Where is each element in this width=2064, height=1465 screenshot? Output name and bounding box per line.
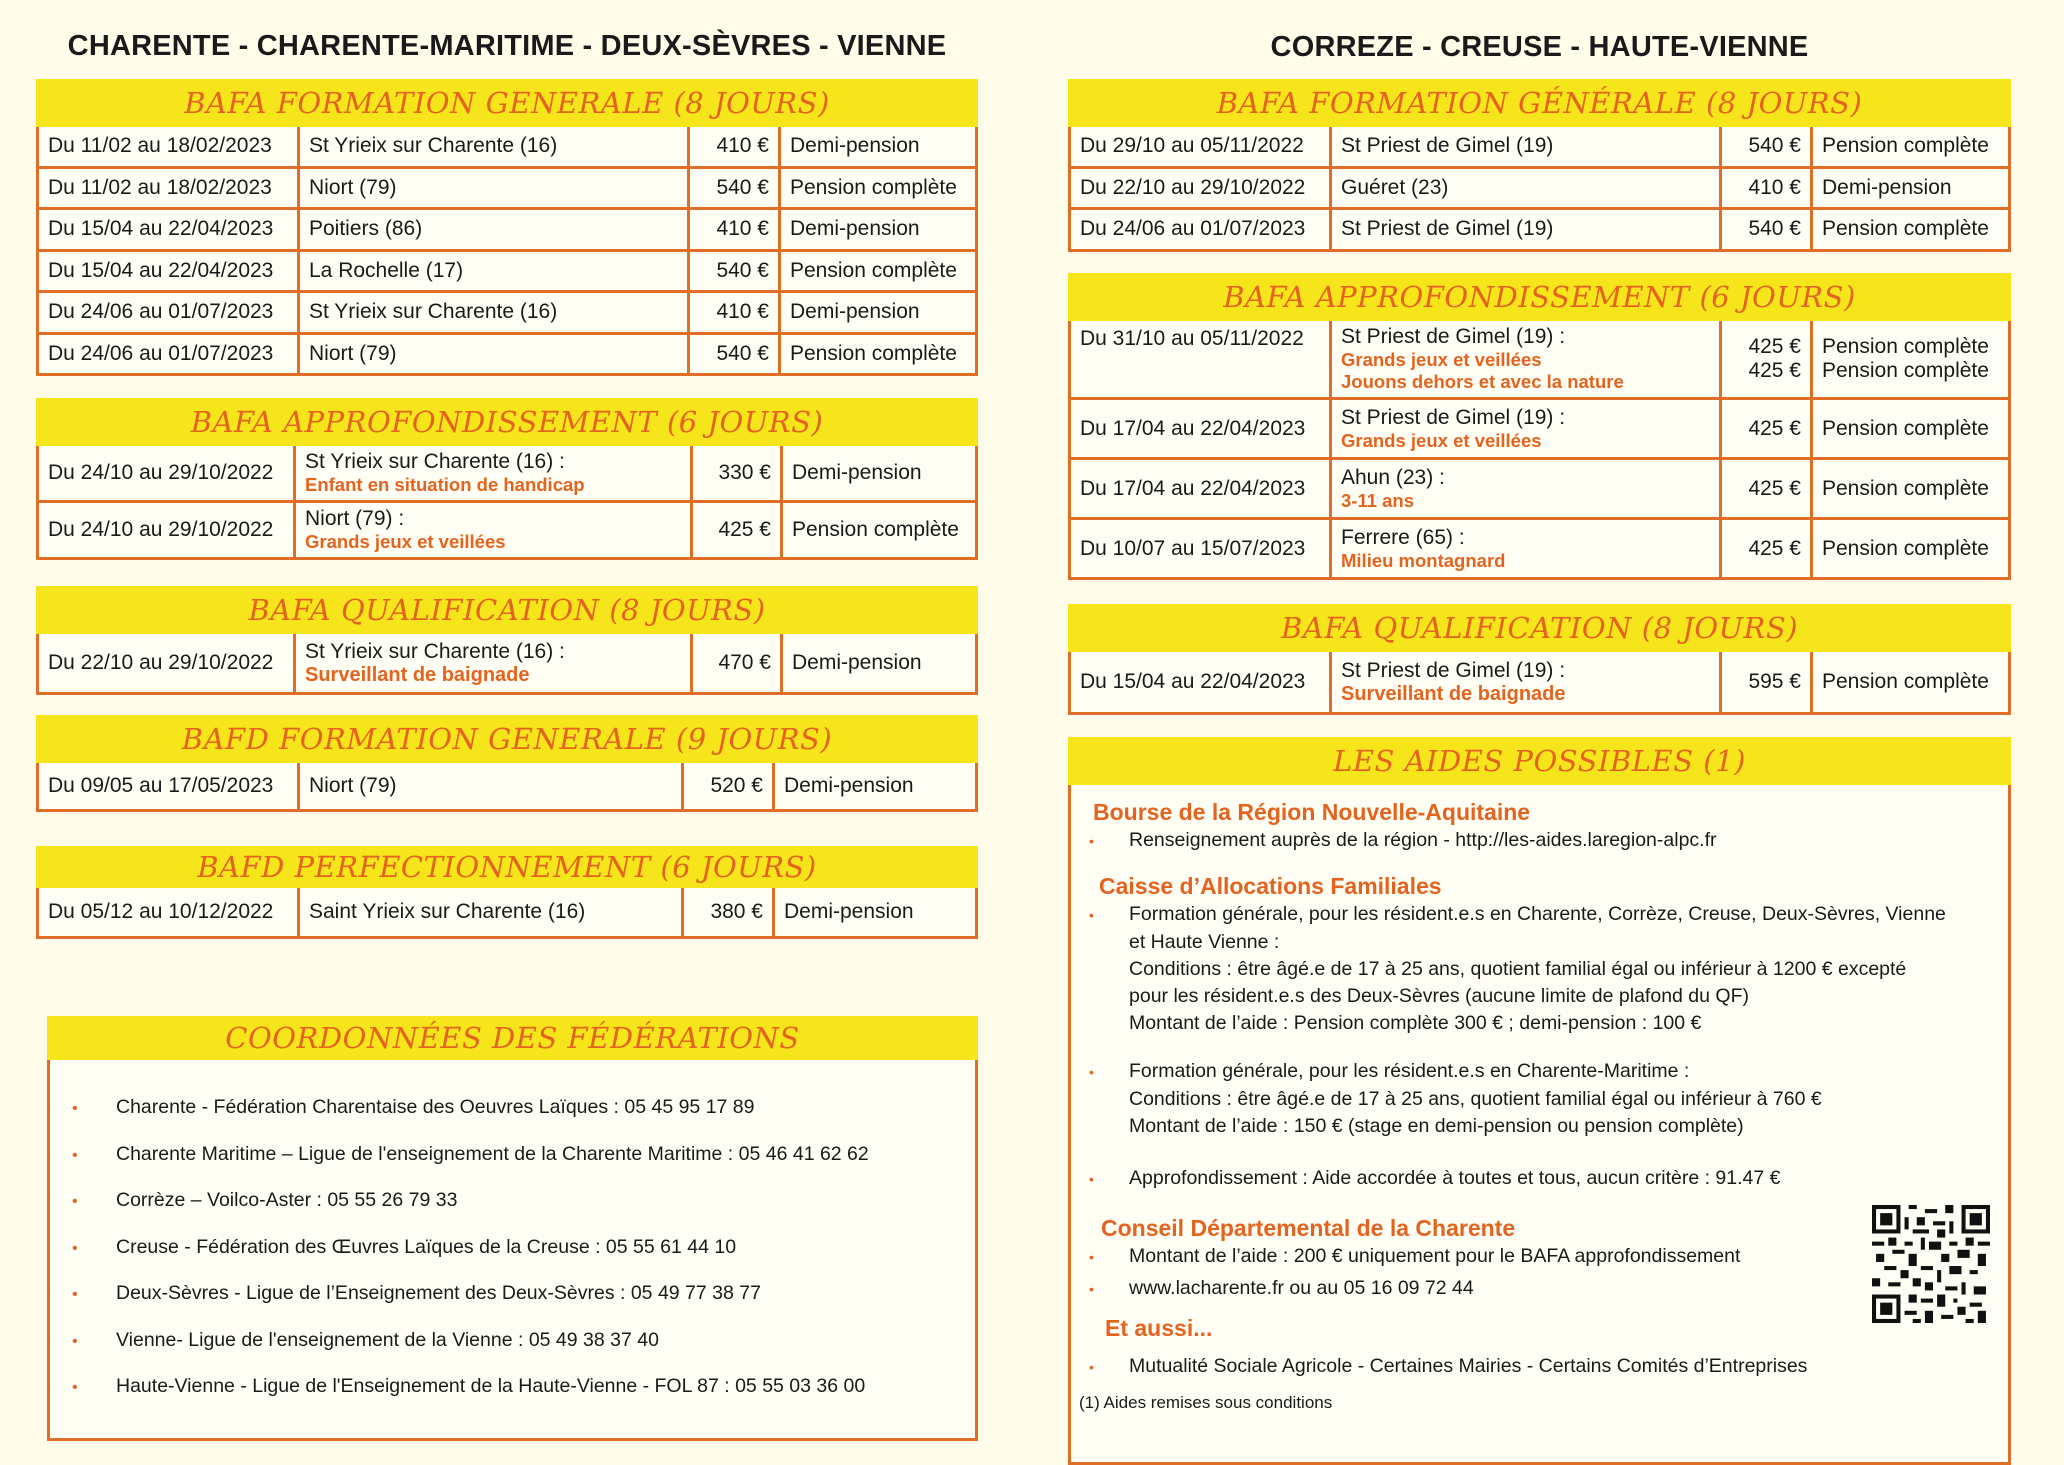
theme-text: Milieu montagnard: [1341, 549, 1506, 571]
section-title: BAFA APPROFONDISSEMENT (6 JOURS): [1068, 273, 2011, 321]
schedule-table: [36, 127, 978, 376]
date-cell: Du 31/10 au 05/11/2022: [1080, 327, 1304, 350]
schedule-table: [1068, 321, 2011, 580]
board-cell: Demi-pension: [772, 763, 975, 809]
table-row: [39, 290, 975, 332]
table-row: [39, 446, 975, 500]
price-cell: 595 €: [1719, 652, 1810, 712]
price-cell: 330 €: [690, 446, 780, 500]
date-cell: Du 29/10 au 05/11/2022: [1080, 134, 1304, 158]
section-bafa-appro-right: [1068, 273, 2011, 580]
place-cell: Niort (79): [297, 763, 681, 809]
theme-text: Enfant en situation de handicap: [305, 474, 585, 495]
place-cell: Guéret (23): [1329, 169, 1719, 208]
place-cell: [1329, 652, 1719, 712]
place-name: St Priest de Gimel (19) :: [1341, 325, 1566, 348]
section-bafa-qualif-right: [1068, 604, 2011, 715]
price-cell: 410 €: [1719, 169, 1810, 208]
place-name: St Yrieix sur Charente (16) :: [305, 450, 565, 473]
theme-text: Jouons dehors et avec la nature: [1341, 371, 1624, 392]
list-item: • Vienne- Ligue de l'enseignement de la Vienne : 05 49 38 37 40: [72, 1329, 659, 1351]
place-cell: St Yrieix sur Charente (16): [297, 293, 687, 332]
board-cell: Demi-pension: [778, 210, 975, 249]
price-cell: 540 €: [1719, 210, 1810, 249]
date-cell: Du 10/07 au 15/07/2023: [1080, 536, 1306, 560]
section-title: BAFD FORMATION GENERALE (9 JOURS): [36, 715, 978, 763]
table-row: [39, 249, 975, 291]
qr-code-icon[interactable]: [1872, 1205, 1990, 1323]
section-bafa-fg-right: [1068, 79, 2011, 252]
place-cell: Saint Yrieix sur Charente (16): [297, 888, 681, 936]
table-row: [39, 500, 975, 557]
place-name: St Yrieix sur Charente (16) :: [305, 640, 565, 663]
list-item: • Formation générale, pour les résident.e.s en Charente, Corrèze, Creuse, Deux-Sèvres, Vienne et Haute Vienne : Conditions : être âgé.e de 17 à 25 ans, quotient familial égal ou inférieur à 1200 € excepté pour les résident.e.s des Deux-Sèvres (aucune limite de plafond du QF) Montant de l’aide : Pension complète 300 € ; demi-pension : 100 €: [1089, 903, 1946, 1034]
schedule-table: [36, 763, 978, 812]
board-cell: Pension complète Pension complète: [1810, 321, 2008, 397]
date-cell: Du 24/10 au 29/10/2022: [48, 518, 274, 541]
date-cell: Du 11/02 au 18/02/2023: [48, 134, 272, 158]
aides-heading-cd: Conseil Départemental de la Charente: [1101, 1215, 1516, 1241]
section-bafd-fg-left: [36, 715, 978, 812]
section-title: BAFD PERFECTIONNEMENT (6 JOURS): [36, 846, 978, 888]
price-cell: 425 € 425 €: [1719, 321, 1810, 397]
schedule-table: [36, 634, 978, 695]
price-cell: 425 €: [1719, 400, 1810, 457]
aides-heading-caf: Caisse d’Allocations Familiales: [1099, 873, 1442, 899]
aides-heading-aussi: Et aussi...: [1105, 1315, 1213, 1341]
region-title-right: CORREZE - CREUSE - HAUTE-VIENNE: [1270, 31, 1809, 63]
section-title: BAFA FORMATION GENERALE (8 JOURS): [36, 79, 978, 127]
date-cell: Du 15/04 au 22/04/2023: [48, 217, 274, 241]
date-cell: Du 05/12 au 10/12/2022: [48, 900, 274, 923]
list-item: • Renseignement auprès de la région - http://les-aides.laregion-alpc.fr: [1089, 829, 1717, 851]
list-item: • Approfondissement : Aide accordée à toutes et tous, aucun critère : 91.47 €: [1089, 1167, 1781, 1189]
place-cell: [1329, 460, 1719, 517]
aides-heading-region: Bourse de la Région Nouvelle-Aquitaine: [1093, 799, 1531, 825]
date-cell: Du 24/06 au 01/07/2023: [1080, 217, 1306, 241]
place-cell: Niort (79): [297, 169, 687, 208]
table-row: [1071, 127, 2008, 166]
price-cell: 520 €: [681, 763, 772, 809]
board-cell: Pension complète: [1810, 127, 2008, 166]
board-cell: Pension complète: [778, 335, 975, 374]
schedule-table: [36, 446, 978, 560]
table-row: [1071, 207, 2008, 249]
table-row: [1071, 166, 2008, 208]
date-cell: Du 17/04 au 22/04/2023: [1080, 416, 1306, 440]
price-cell: 380 €: [681, 888, 772, 936]
price-cell: 540 €: [687, 252, 778, 291]
date-cell: Du 09/05 au 17/05/2023: [48, 774, 274, 797]
place-name: St Priest de Gimel (19) :: [1341, 659, 1566, 682]
schedule-table: [1068, 127, 2011, 252]
theme-text: Surveillant de baignade: [1341, 683, 1566, 705]
board-cell: Demi-pension: [772, 888, 975, 936]
place-name: St Priest de Gimel (19) :: [1341, 405, 1566, 429]
section-bafa-fg-left: [36, 79, 978, 376]
date-cell: Du 24/06 au 01/07/2023: [48, 300, 274, 324]
table-row: [39, 207, 975, 249]
list-item: • Montant de l’aide : 200 € uniquement pour le BAFA approfondissement: [1089, 1245, 1741, 1267]
section-title: BAFA APPROFONDISSEMENT (6 JOURS): [36, 398, 978, 446]
price-cell: 425 €: [1719, 460, 1810, 517]
section-title: COORDONNÉES DES FÉDÉRATIONS: [47, 1016, 978, 1060]
board-cell: Demi-pension: [780, 634, 975, 692]
footnote: (1) Aides remises sous conditions: [1079, 1393, 1333, 1412]
price-cell: 410 €: [687, 293, 778, 332]
table-row: [39, 332, 975, 374]
schedule-table: [1068, 652, 2011, 715]
price-cell: 540 €: [1719, 127, 1810, 166]
table-row: [1071, 652, 2008, 712]
aides-box: [1068, 785, 2011, 1465]
date-cell: Du 11/02 au 18/02/2023: [48, 175, 272, 199]
board-cell: Pension complète: [778, 169, 975, 208]
table-row: [39, 127, 975, 166]
place-cell: Poitiers (86): [297, 210, 687, 249]
region-title-left: CHARENTE - CHARENTE-MARITIME - DEUX-SÈVRES - VIENNE: [67, 30, 947, 62]
date-cell: Du 24/10 au 29/10/2022: [48, 461, 274, 484]
section-bafa-appro-left: [36, 398, 978, 560]
price-cell: 540 €: [687, 169, 778, 208]
board-cell: Pension complète: [1810, 520, 2008, 577]
board-cell: Pension complète: [1810, 652, 2008, 712]
place-cell: [1329, 400, 1719, 457]
price-cell: 470 €: [690, 634, 780, 692]
list-item: • Haute-Vienne - Ligue de l'Enseignement de la Haute-Vienne - FOL 87 : 05 55 03 36 00: [72, 1375, 866, 1397]
theme-text: Grands jeux et veillées: [1341, 349, 1542, 370]
table-row: [1071, 457, 2008, 517]
board-cell: Pension complète: [780, 503, 975, 557]
price-cell: 540 €: [687, 335, 778, 374]
list-item: • Charente Maritime – Ligue de l'enseignement de la Charente Maritime : 05 46 41 62 62: [72, 1143, 869, 1165]
list-item: • Charente - Fédération Charentaise des Oeuvres Laïques : 05 45 95 17 89: [72, 1096, 755, 1118]
board-cell: Demi-pension: [778, 293, 975, 332]
table-row: [39, 888, 975, 936]
section-title: LES AIDES POSSIBLES (1): [1068, 737, 2011, 785]
board-cell: Pension complète: [778, 252, 975, 291]
theme-text: Grands jeux et veillées: [1341, 429, 1542, 451]
place-cell: St Yrieix sur Charente (16): [297, 127, 687, 166]
place-cell: [1329, 520, 1719, 577]
date-cell: Du 22/10 au 29/10/2022: [48, 651, 274, 674]
section-title: BAFA QUALIFICATION (8 JOURS): [1068, 604, 2011, 652]
theme-text: 3-11 ans: [1341, 489, 1415, 511]
date-cell: Du 15/04 au 22/04/2023: [48, 258, 274, 282]
list-item: • Formation générale, pour les résident.e.s en Charente-Maritime : Conditions : être âgé.e de 17 à 25 ans, quotient familial égal ou inférieur à 760 € Montant de l’aide : 150 € (stage en demi-pension ou pension complète): [1089, 1060, 1822, 1137]
place-cell: [1329, 321, 1719, 397]
schedule-table: [36, 888, 978, 939]
table-row: [39, 634, 975, 692]
board-cell: Demi-pension: [780, 446, 975, 500]
date-cell: Du 24/06 au 01/07/2023: [48, 341, 274, 365]
theme-text: Grands jeux et veillées: [305, 531, 506, 552]
federations-section: [47, 1016, 978, 1441]
aides-section: [1068, 737, 2011, 1465]
table-row: [39, 763, 975, 809]
board-cell: Pension complète: [1810, 460, 2008, 517]
place-name: Ahun (23) :: [1341, 465, 1445, 489]
theme-text: Surveillant de baignade: [305, 664, 530, 686]
board-cell: Demi-pension: [1810, 169, 2008, 208]
place-name: Ferrere (65) :: [1341, 525, 1465, 549]
table-row: [1071, 397, 2008, 457]
date-cell: Du 22/10 au 29/10/2022: [1080, 175, 1306, 199]
place-cell: Niort (79): [297, 335, 687, 374]
list-item: • Creuse - Fédération des Œuvres Laïques de la Creuse : 05 55 61 44 10: [72, 1236, 737, 1258]
list-item: • Deux-Sèvres - Ligue de l’Enseignement des Deux-Sèvres : 05 49 77 38 77: [72, 1282, 761, 1304]
place-cell: St Priest de Gimel (19): [1329, 127, 1719, 166]
price-cell: 425 €: [690, 503, 780, 557]
place-cell: [293, 634, 690, 692]
price-cell: 410 €: [687, 210, 778, 249]
date-cell: Du 17/04 au 22/04/2023: [1080, 476, 1306, 500]
place-cell: [293, 446, 690, 500]
table-row: [39, 166, 975, 208]
board-cell: Pension complète: [1810, 210, 2008, 249]
table-row: [1071, 517, 2008, 577]
place-cell: [293, 503, 690, 557]
place-cell: La Rochelle (17): [297, 252, 687, 291]
list-item: • Mutualité Sociale Agricole - Certaines Mairies - Certains Comités d’Entreprises: [1089, 1355, 1808, 1377]
section-title: BAFA QUALIFICATION (8 JOURS): [36, 586, 978, 634]
board-cell: Demi-pension: [778, 127, 975, 166]
date-cell: Du 15/04 au 22/04/2023: [1080, 670, 1306, 693]
list-item: • www.lacharente.fr ou au 05 16 09 72 44: [1089, 1277, 1474, 1299]
place-name: Niort (79) :: [305, 507, 405, 530]
list-item: • Corrèze – Voilco-Aster : 05 55 26 79 33: [72, 1189, 458, 1211]
federations-box: [47, 1060, 978, 1441]
price-cell: 425 €: [1719, 520, 1810, 577]
section-bafd-perf-left: [36, 846, 978, 939]
price-cell: 410 €: [687, 127, 778, 166]
place-cell: St Priest de Gimel (19): [1329, 210, 1719, 249]
section-bafa-qualif-left: [36, 586, 978, 695]
board-cell: Pension complète: [1810, 400, 2008, 457]
table-row: [1071, 321, 2008, 397]
section-title: BAFA FORMATION GÉNÉRALE (8 JOURS): [1068, 79, 2011, 127]
